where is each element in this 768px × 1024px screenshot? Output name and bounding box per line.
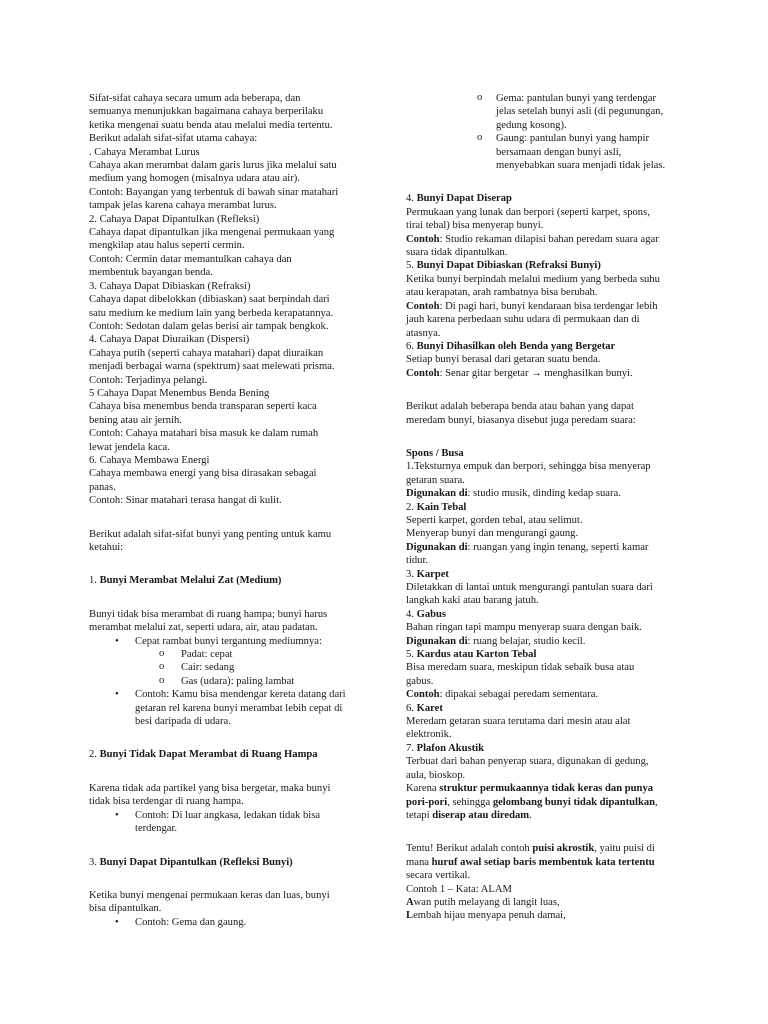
text-line: • Contoh: Kamu bisa mendengar kereta datang dari bbox=[135, 689, 346, 701]
section-heading-5 bbox=[406, 259, 684, 272]
contoh-line bbox=[406, 300, 684, 313]
text-line: tidak bisa terdengar di ruang hampa. bbox=[89, 796, 244, 808]
text-span: tetapi bbox=[406, 809, 433, 821]
heading-title: Bunyi Merambat Melalui Zat (Medium) bbox=[99, 575, 282, 587]
heading-title: Kain Tebal bbox=[416, 501, 467, 513]
text-line: langkah kaki atau barang jatuh. bbox=[406, 595, 539, 607]
cahaya-section bbox=[89, 92, 367, 508]
text-span: , sehingga bbox=[447, 796, 493, 808]
acrostic-line-1 bbox=[406, 896, 684, 909]
contoh-label: Contoh bbox=[406, 300, 440, 312]
text-line: getaran rel karena bunyi merambat lebih cepat di bbox=[135, 702, 343, 714]
heading-number: 2. bbox=[89, 749, 100, 761]
text-line: 4. Cahaya Dapat Diuraikan (Dispersi) bbox=[89, 334, 250, 346]
text-line: Bunyi tidak bisa merambat di ruang hampa; bunyi harus bbox=[89, 608, 328, 620]
text-line: Diletakkan di lantai untuk mengurangi pantulan suara dari bbox=[406, 582, 653, 593]
bullet-list bbox=[89, 809, 367, 836]
text-line: 6. Cahaya Membawa Energi bbox=[89, 454, 210, 466]
contoh-label: Contoh bbox=[406, 233, 440, 245]
contoh-line bbox=[406, 233, 684, 246]
heading-number: 3. bbox=[406, 568, 417, 580]
puisi-line-1 bbox=[406, 842, 684, 855]
text-line: 3. Cahaya Dapat Dibiaskan (Refraksi) bbox=[89, 280, 251, 292]
text-line: Terbuat dari bahan penyerap suara, digunakan di gedung, bbox=[406, 756, 649, 768]
heading-title: Karpet bbox=[416, 568, 449, 580]
bold-span: pori-pori bbox=[406, 796, 448, 808]
digunakan-line bbox=[406, 541, 684, 554]
text-span: , yaitu puisi di bbox=[594, 843, 655, 855]
peredam-heading-kain bbox=[406, 501, 684, 514]
text-line: Cahaya dapat dibelokkan (dibiaskan) saat berpindah dari bbox=[89, 294, 330, 306]
text-line: Menyerap bunyi dan mengurangi gaung. bbox=[406, 528, 579, 540]
text-line: Bisa meredam suara, meskipun tidak sebaik busa atau bbox=[406, 662, 635, 674]
heading-number: 1. bbox=[89, 575, 100, 587]
text-line: menjadi berbagai warna (spektrum) saat melewati prisma. bbox=[89, 361, 335, 373]
text-line: getaran suara. bbox=[406, 474, 465, 486]
karena-line-2 bbox=[406, 796, 684, 809]
text-line: o Gaung: pantulan bunyi yang hampir bbox=[496, 133, 649, 145]
text-line: Bahan ringan tapi mampu menyerap suara dengan baik. bbox=[406, 622, 642, 634]
text-line: Cahaya membawa energi yang bisa dirasakan sebagai bbox=[89, 468, 317, 480]
peredam-heading-kardus bbox=[406, 648, 684, 661]
list-item-text: Cair: sedang bbox=[181, 662, 235, 674]
acrostic-letter: L bbox=[406, 910, 414, 922]
section-heading-1 bbox=[89, 574, 367, 587]
text-line: tidur. bbox=[406, 555, 429, 567]
list-item bbox=[89, 635, 367, 648]
text-line: Setiap bunyi berasal dari getaran suatu benda. bbox=[406, 354, 601, 366]
text-line: jauh karena perbedaan suhu udara di permukaan dan di bbox=[406, 314, 640, 326]
list-item-text: Cepat rambat bunyi tergantung mediumnya: bbox=[135, 635, 322, 647]
text-line: tampak jelas karena cahaya merambat lurus. bbox=[89, 200, 277, 212]
text-line: secara vertikal. bbox=[406, 870, 471, 882]
list-item bbox=[89, 688, 367, 728]
karena-line-3 bbox=[406, 809, 684, 822]
text-line: Contoh: Cermin datar memantulkan cahaya dan bbox=[89, 253, 292, 265]
text-span: : dipakai sebagai peredam sementara. bbox=[439, 689, 599, 701]
heading-number: 5. bbox=[406, 260, 417, 272]
digunakan-label: Digunakan di bbox=[406, 635, 468, 647]
peredam-heading-gabus bbox=[406, 608, 684, 621]
contoh-line bbox=[406, 367, 684, 380]
text-line: semuanya menunjukkan bagaimana cahaya berperilaku bbox=[89, 106, 324, 118]
section-heading-2 bbox=[89, 748, 367, 761]
text-line: • Contoh: Di luar angkasa, ledakan tidak bisa bbox=[135, 809, 321, 821]
contoh-label: Contoh bbox=[406, 367, 440, 379]
text-line: Contoh 1 – Kata: ALAM bbox=[406, 883, 512, 895]
text-line: Contoh: Sinar matahari terasa hangat di kulit. bbox=[89, 495, 282, 507]
bunyi-intro bbox=[89, 528, 367, 555]
digunakan-label: Digunakan di bbox=[406, 488, 468, 500]
heading-title: Spons / Busa bbox=[406, 447, 464, 459]
text-line: bersamaan dengan bunyi asli, bbox=[496, 146, 622, 158]
text-span: : ruang belajar, studio kecil. bbox=[467, 635, 586, 647]
text-line: gabus. bbox=[406, 675, 434, 687]
heading-title: Gabus bbox=[416, 608, 447, 620]
text-line: Permukaan yang lunak dan berpori (seperti karpet, spons, bbox=[406, 206, 650, 218]
text-line: Seperti karpet, gorden tebal, atau selimut. bbox=[406, 514, 583, 526]
text-line: o Gema: pantulan bunyi yang terdengar bbox=[496, 93, 657, 104]
list-item bbox=[89, 916, 367, 929]
text-line: Berikut adalah sifat-sifat utama cahaya: bbox=[89, 133, 258, 145]
text-line: medium yang homogen (misalnya udara atau air). bbox=[89, 173, 300, 185]
text-line: bening atau air jernih. bbox=[89, 414, 182, 426]
bullet-list bbox=[89, 635, 367, 729]
text-line: mengkilap atau halus seperti cermin. bbox=[89, 240, 245, 252]
text-line: jelas setelah bunyi asli (di pegunungan, bbox=[496, 106, 664, 118]
text-span: mana bbox=[406, 856, 432, 868]
text-line: Sifat-sifat cahaya secara umum ada beberapa, dan bbox=[89, 93, 301, 104]
list-item-text: Padat: cepat bbox=[181, 649, 233, 661]
right-column bbox=[406, 92, 684, 923]
text-span: : studio musik, dinding kedap suara. bbox=[467, 488, 621, 500]
text-span: Tentu! Berikut adalah contoh bbox=[406, 843, 533, 855]
bold-span: gelombang bunyi tidak dipantulkan bbox=[492, 796, 656, 808]
text-line: ketika mengenai suatu benda atau melalui media tertentu. bbox=[89, 119, 333, 131]
bold-span: diserap atau diredam bbox=[432, 809, 530, 821]
heading-title: Karet bbox=[416, 702, 443, 714]
text-line: Cahaya bisa menembus benda transparan seperti kaca bbox=[89, 401, 317, 413]
text-line: Contoh: Terjadinya pelangi. bbox=[89, 374, 208, 386]
text-line: besi daripada di udara. bbox=[135, 716, 231, 728]
text-line: Ketika bunyi mengenai permukaan keras dan luas, bunyi bbox=[89, 889, 330, 901]
section-heading-4 bbox=[406, 192, 684, 205]
acrostic-letter: A bbox=[406, 896, 414, 908]
contoh-line bbox=[406, 688, 684, 701]
bullet-list bbox=[89, 916, 367, 929]
digunakan-line bbox=[406, 487, 684, 500]
text-line: terdengar. bbox=[135, 823, 178, 835]
sub-list-item-gema bbox=[406, 92, 684, 132]
heading-title: Bunyi Dapat Dipantulkan (Refleksi Bunyi) bbox=[99, 856, 293, 868]
text-line: gedung kosong). bbox=[496, 119, 567, 131]
text-line: Berikut adalah beberapa benda atau bahan yang dapat bbox=[406, 401, 634, 413]
acrostic-line-2 bbox=[406, 909, 684, 922]
text-line: Contoh: Cahaya matahari bisa masuk ke dalam rumah bbox=[89, 428, 319, 440]
section-heading-3 bbox=[89, 856, 367, 869]
section-heading-6 bbox=[406, 340, 684, 353]
text-line: 2. Cahaya Dapat Dipantulkan (Refleksi) bbox=[89, 213, 260, 225]
heading-number: 7. bbox=[406, 742, 417, 754]
text-line: . Cahaya Merambat Lurus bbox=[89, 146, 200, 158]
bold-span: struktur permukaannya tidak keras dan punya bbox=[439, 783, 654, 795]
text-line: suara tidak dipantulkan. bbox=[406, 247, 508, 259]
list-item bbox=[89, 809, 367, 836]
text-span: , bbox=[655, 796, 658, 808]
text-line: Cahaya akan merambat dalam garis lurus jika melalui satu bbox=[89, 160, 337, 172]
text-line: 1.Teksturnya empuk dan berpori, sehingga bisa menyerap bbox=[406, 461, 651, 473]
text-span: : Studio rekaman dilapisi bahan peredam suara agar bbox=[439, 233, 659, 245]
text-line: aula, bioskop. bbox=[406, 769, 466, 781]
heading-number: 4. bbox=[406, 608, 417, 620]
bold-span: puisi akrostik bbox=[532, 843, 595, 855]
heading-title: Bunyi Dapat Diserap bbox=[416, 193, 512, 205]
list-item-text: Contoh: Gema dan gaung. bbox=[135, 916, 247, 928]
text-line: bisa dipantulkan. bbox=[89, 903, 162, 915]
karena-line-1 bbox=[406, 782, 684, 795]
text-line: lewat jendela kaca. bbox=[89, 441, 170, 453]
text-line: Meredam getaran suara terutama dari mesin atau alat bbox=[406, 716, 631, 728]
heading-title: Bunyi Tidak Dapat Merambat di Ruang Hampa bbox=[99, 749, 318, 761]
text-line: menyebabkan suara menjadi tidak jelas. bbox=[496, 160, 666, 172]
heading-title: Bunyi Dihasilkan oleh Benda yang Bergetar bbox=[416, 340, 616, 352]
peredam-heading-spons bbox=[406, 447, 684, 460]
text-line: Cahaya dapat dipantulkan jika mengenai permukaan yang bbox=[89, 227, 335, 239]
text-span: Karena bbox=[406, 783, 440, 795]
text-line: elektronik. bbox=[406, 729, 452, 741]
text-line: atau kerapatan, arah rambatnya bisa berubah. bbox=[406, 287, 598, 299]
peredam-heading-plafon bbox=[406, 742, 684, 755]
text-line: Karena tidak ada partikel yang bisa bergetar, maka bunyi bbox=[89, 782, 331, 794]
text-line: Ketika bunyi berpindah melalui medium yang berbeda suhu bbox=[406, 273, 660, 285]
peredam-heading-karpet bbox=[406, 568, 684, 581]
text-span: embah hijau menyapa penuh damai, bbox=[413, 910, 566, 922]
text-line: ketahui: bbox=[89, 542, 124, 553]
text-span: : Senar gitar bergetar → menghasilkan bunyi. bbox=[439, 367, 633, 379]
heading-title: Bunyi Dapat Dibiaskan (Refraksi Bunyi) bbox=[416, 260, 601, 272]
heading-number: 6. bbox=[406, 340, 417, 352]
digunakan-label: Digunakan di bbox=[406, 541, 468, 553]
heading-number: 4. bbox=[406, 193, 417, 205]
text-line: 5 Cahaya Dapat Menembus Benda Bening bbox=[89, 387, 270, 399]
text-line: Contoh: Sedotan dalam gelas berisi air tampak bengkok. bbox=[89, 320, 329, 332]
heading-number: 5. bbox=[406, 649, 417, 661]
heading-title: Kardus atau Karton Tebal bbox=[416, 649, 537, 661]
text-span: . bbox=[529, 809, 532, 821]
sub-list-item-gaung bbox=[406, 132, 684, 172]
heading-title: Plafon Akustik bbox=[416, 742, 485, 754]
digunakan-line bbox=[406, 635, 684, 648]
puisi-line-2 bbox=[406, 856, 684, 869]
heading-number: 6. bbox=[406, 702, 417, 714]
contoh-label: Contoh bbox=[406, 689, 440, 701]
sub-list-item bbox=[89, 661, 367, 674]
heading-number: 2. bbox=[406, 501, 417, 513]
text-line: Cahaya putih (seperti cahaya matahari) dapat diuraikan bbox=[89, 347, 324, 359]
text-line: tirai tebal) bisa menyerap bunyi. bbox=[406, 220, 544, 232]
text-line: panas. bbox=[89, 481, 116, 493]
text-line: merambat melalui zat, seperti udara, air, atau padatan. bbox=[89, 622, 318, 634]
text-line: atasnya. bbox=[406, 327, 441, 339]
heading-number: 3. bbox=[89, 856, 100, 868]
text-span: : Di pagi hari, bunyi kendaraan bisa terdengar lebih bbox=[439, 300, 658, 312]
peredam-heading-karet bbox=[406, 702, 684, 715]
text-line: Contoh: Bayangan yang terbentuk di bawah sinar matahari bbox=[89, 186, 339, 198]
bold-span: huruf awal setiap baris membentuk kata tertentu bbox=[431, 856, 655, 868]
sub-list-item bbox=[89, 648, 367, 661]
text-line: meredam bunyi, biasanya disebut juga peredam suara: bbox=[406, 414, 636, 426]
text-line: membentuk bayangan benda. bbox=[89, 267, 213, 279]
sub-list-item bbox=[89, 675, 367, 688]
text-span: wan putih melayang di langit luas, bbox=[413, 896, 560, 908]
text-line: Berikut adalah sifat-sifat bunyi yang penting untuk kamu bbox=[89, 528, 332, 540]
sub-bullet-list bbox=[406, 92, 684, 172]
text-line: satu medium ke medium lain yang berbeda kerapatannya. bbox=[89, 307, 334, 319]
left-column bbox=[89, 92, 367, 929]
text-span: : ruangan yang ingin tenang, seperti kamar bbox=[467, 541, 649, 553]
list-item-text: Gas (udara): paling lambat bbox=[181, 675, 295, 687]
